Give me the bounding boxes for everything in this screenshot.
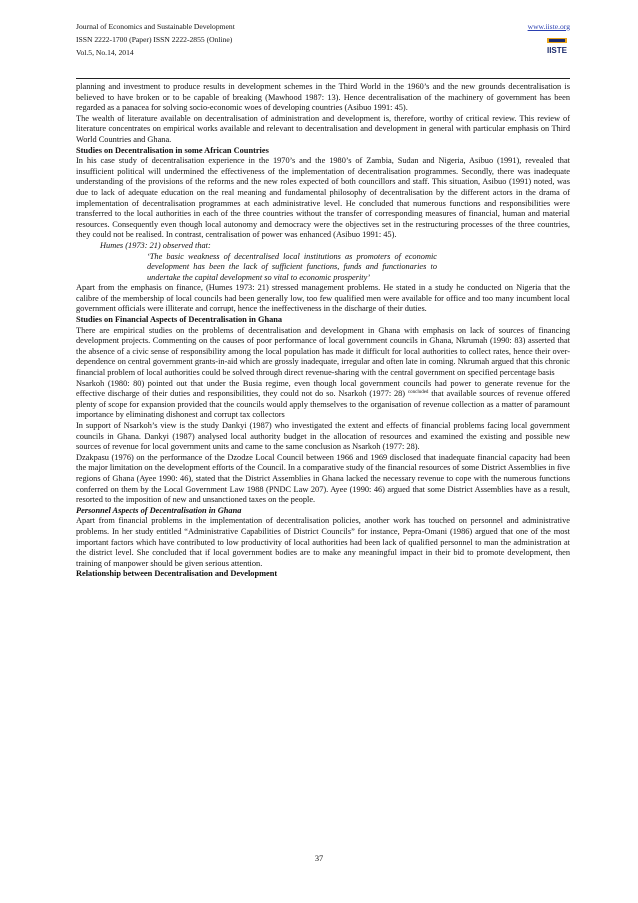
paragraph: In support of Nsarkoh’s view is the study Dankyi (1987) who investigated the extent and effects of financial problems facing local government councils in Ghana. Dankyi (1987) analysed local authority budget in the allocation of resources and examined the existing and possible new sources of revenue for local government units and came to the same conclusion as Nsarkoh (1977: 28).	[76, 421, 570, 452]
header-divider	[76, 78, 570, 79]
journal-url-link[interactable]: www.iiste.org	[527, 22, 570, 31]
paragraph: Apart from financial problems in the implementation of decentralisation policies, another work has touched on personnel and administrative problems. In her study entitled “Administrative Capabilities of District Councils” for instance, Pepra-Omani (1986) argued that one of the most important factors which have contributed to low productivity of local authorities had been lack of qualified personnel to man the administration at the district level. She concluded that if local government bodies are to make any meaningful impact in their bid to promote development, then training of manpower should be given serious attention.	[76, 516, 570, 568]
paragraph-part: that available sources of revenue offered plenty of scope for expansion provided that the councils would apply themselves to the organisation of revenue collection as a matter of paramount importance by eliminating dishonest and corrupt tax collectors	[76, 389, 571, 420]
journal-meta	[76, 20, 235, 60]
page-number: 37	[314, 854, 324, 863]
paragraph-part: Nsarkoh (1980: 80) pointed out that under the Busia regime, even though local government councils had power to generate revenue for the effective discharge of their duties and responsibilities, they could not do so. Nsarkoh (1977: 28)	[76, 378, 570, 399]
paragraph: Apart from the emphasis on finance, (Humes 1973: 21) stressed management problems. He stated in a study he conducted on Nigeria that the calibre of the membership of local councils had been generally low, too few qualified men were available for office and too many incumbent local government officials were illiterate and corrupt, hence the ineffectiveness in the discharge of their duties.	[76, 283, 570, 314]
paragraph: In his case study of decentralisation experience in the 1970’s and the 1980’s of Zambia, Sudan and Nigeria, Asibuo (1991), revealed that insufficient political will undermined the effectiveness of the implementation of decentralisation programmes. Secondly, there was inadequate understanding of the provisions of the reforms and the new roles expected of both councillors and staff. This situation, Asibuo (1991) noted, was due to lack of adequate education on the real meaning and fundamental philosophy of decentralisation by the different actors in the drama of implementation of decentralisation programmes at each administrative level. He concluded that numerous functions and responsibilities were transferred to the local authorities in each of the three countries without the transfer of corresponding measures of financial, human and material resources. Consequently even though local autonomy and democracy were the objectives set in the restructuring processes of the three countries, they could not be realised. In contrast, centralisation of power was enhanced (Asibuo 1991: 45).	[76, 156, 570, 240]
section-heading-africa: Studies on Decentralisation in some African Countries	[76, 145, 269, 155]
block-quote: ‘The basic weakness of decentralised local institutions as promoters of economic development has been the lack of sufficient functions, funds and functionaries to undertake the capital development so vital to economic prosperity’	[147, 251, 437, 282]
superscript-note: concluded	[407, 390, 429, 396]
issn-line: ISSN 2222-1700 (Paper) ISSN 2222-2855 (Online)	[76, 35, 233, 45]
quote-intro: Humes (1973: 21) observed that:	[100, 240, 211, 250]
paragraph: The wealth of literature available on decentralisation of administration and development is, therefore, worthy of critical review. This review of literature concentrates on empirical works available and relevant to decentralisation and development in general with particular emphasis on Third World Countries and Ghana.	[76, 113, 570, 144]
paragraph: planning and investment to produce results in development schemes in the Third World in the 1960’s and the new grounds decentralisation is believed to have broken or to be capable of breaking (Mawhood 1987: 13). Hence decentralisation of the machinery of government has been regarded as a panacea for solving socio-economic woes of developing countries (Asibuo 1991: 45).	[76, 82, 570, 113]
paragraph	[76, 379, 570, 421]
paragraph: There are empirical studies on the problems of decentralisation and development in Ghana with emphasis on lack of sources of financing development projects. Commenting on the causes of poor performance of local government councils in Ghana, Nkrumah (1990: 83) asserted that the absence of a civic sense of responsibility among the local population has made it difficult for local authorities to collect rates, hence their over-dependence on central government grants-in-aid which are grossly inadequate, irregular and often late in coming. Nkrumah argued that this chronic financial problem of local authorities could be solved through direct revenue-sharing with the central government on specified percentage basis	[76, 325, 570, 378]
paragraph: Dzakpasu (1976) on the performance of the Dzodze Local Council between 1966 and 1969 disclosed that inadequate financial capacity had been the major limitation on the development efforts of the Council. In a comparative study of the financial resources of some District Assemblies in five regions of Ghana (Ayee 1990: 46), stated that the District Assemblies in Ghana lacked the necessary revenue to cope with the numerous functions conferred on them by the Local Government Law 1988 (PNDC Law 207). Ayee (1990: 46) argued that some District Assemblies have as a result, resorted to the imposition of new and unsanctioned taxes on the people.	[76, 452, 570, 505]
page-header	[76, 20, 570, 76]
article-body	[76, 82, 570, 580]
section-heading-relationship: Relationship between Decentralisation and Development	[76, 569, 278, 579]
volume-line: Vol.5, No.14, 2014	[76, 48, 134, 58]
journal-title: Journal of Economics and Sustainable Development	[76, 22, 235, 31]
section-heading-personnel: Personnel Aspects of Decentralisation in Ghana	[76, 505, 242, 515]
logo-text: IISTE	[546, 46, 568, 55]
iiste-logo	[544, 36, 570, 56]
section-heading-financial: Studies on Financial Aspects of Decentralisation in Ghana	[76, 315, 283, 325]
